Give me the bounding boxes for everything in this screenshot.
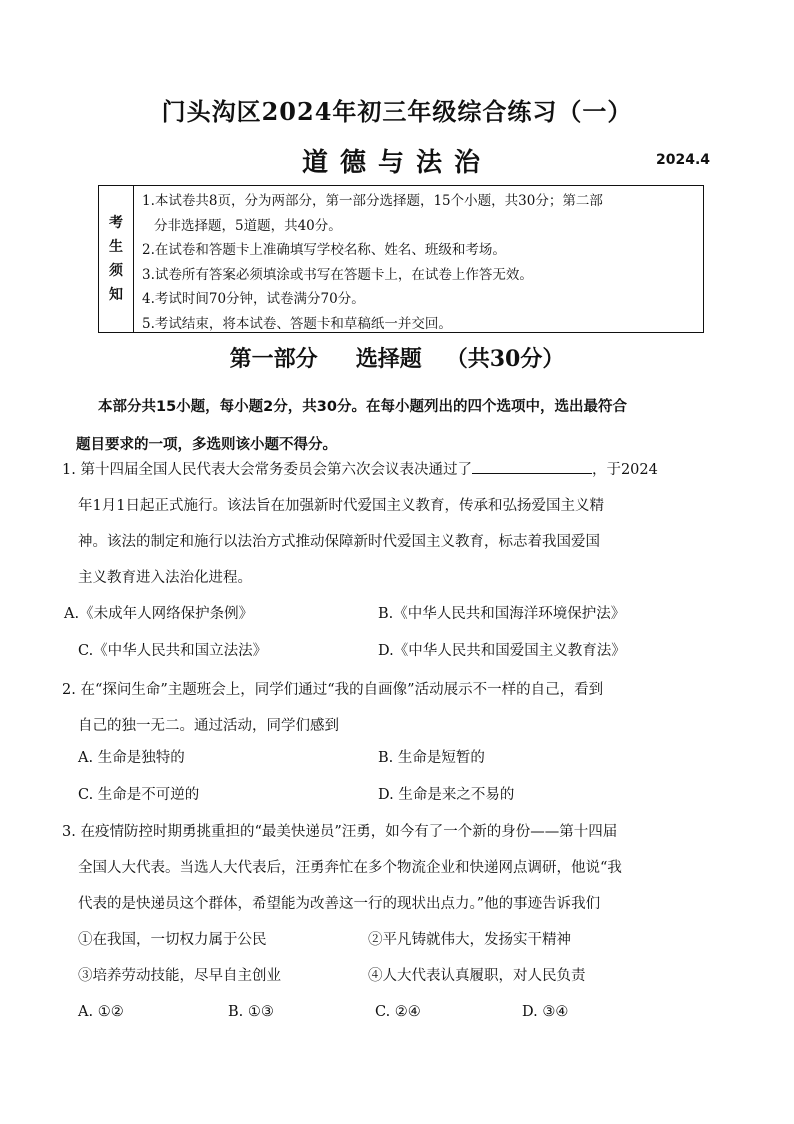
statement-4: ④人大代表认真履职，对人民负责 bbox=[368, 968, 586, 984]
exam-date: 2024.4 bbox=[656, 152, 711, 168]
question-line: 全国人大代表。当选人大代表后，汪勇奔忙在多个物流企业和快递网点调研，他说“我 bbox=[78, 860, 622, 876]
exam-title: 门头沟区2024年初三年级综合练习（一） bbox=[161, 97, 633, 126]
question-2 bbox=[62, 672, 720, 744]
option-c: C. 生命是不可逆的 bbox=[78, 787, 200, 803]
statement-1: ①在我国，一切权力属于公民 bbox=[78, 932, 267, 948]
notice-item: 5.考试结束，将本试卷、答题卡和草稿纸一并交回。 bbox=[142, 315, 452, 332]
question-line: 自己的独一无二。通过活动，同学们感到 bbox=[78, 718, 339, 734]
question-line: 神。该法的制定和施行以法治方式推动保障新时代爱国主义教育，标志着我国爱国 bbox=[78, 534, 600, 550]
notice-label-char: 知 bbox=[109, 287, 123, 303]
option-a: A. 生命是独特的 bbox=[78, 750, 185, 766]
option-a: A. ①② bbox=[78, 1004, 124, 1020]
question-stem: 1. 第十四届全国人民代表大会常务委员会第六次会议表决通过了 bbox=[62, 462, 472, 478]
notice-label-char: 须 bbox=[109, 263, 123, 279]
option-b: B. ①③ bbox=[228, 1004, 274, 1020]
option-b: B. 生命是短暂的 bbox=[378, 750, 485, 766]
question-line: 2. 在“探问生命”主题班会上，同学们通过“我的自画像”活动展示不一样的自己，看到 bbox=[62, 682, 604, 698]
question-3 bbox=[62, 814, 720, 922]
option-b: B.《中华人民共和国海洋环境保护法》 bbox=[378, 606, 626, 622]
question-line: 代表的是快递员这个群体，希望能为改善这一行的现状出点力。”他的事迹告诉我们 bbox=[78, 896, 601, 912]
option-d: D. ③④ bbox=[522, 1004, 569, 1020]
option-d: D. 生命是来之不易的 bbox=[378, 787, 515, 803]
notice-label bbox=[99, 186, 134, 332]
instruction-line: 题目要求的一项，多选则该小题不得分。 bbox=[76, 437, 337, 453]
instruction-line: 本部分共15小题，每小题2分，共30分。在每小题列出的四个选项中，选出最符合 bbox=[98, 399, 627, 415]
section-score: （共30分） bbox=[445, 346, 565, 372]
question-stem: ，于2024 bbox=[591, 462, 658, 478]
answer-blank bbox=[472, 459, 592, 474]
option-c: C.《中华人民共和国立法法》 bbox=[78, 643, 268, 659]
option-d: D.《中华人民共和国爱国主义教育法》 bbox=[378, 643, 626, 659]
notice-label-char: 考 bbox=[109, 215, 123, 231]
option-c: C. ②④ bbox=[375, 1004, 421, 1020]
notice-item: 分非选择题，5道题，共40分。 bbox=[154, 217, 342, 234]
notice-label-char: 生 bbox=[109, 239, 123, 255]
notice-item: 1.本试卷共8页，分为两部分，第一部分选择题，15个小题，共30分；第二部 bbox=[142, 193, 603, 209]
subject-title: 道德与法治 bbox=[301, 148, 492, 178]
candidate-notice-box bbox=[98, 185, 704, 333]
statement-3: ③培养劳动技能，尽早自主创业 bbox=[78, 968, 281, 984]
statement-2: ②平凡铸就伟大，发扬实干精神 bbox=[368, 932, 571, 948]
notice-list bbox=[134, 186, 703, 332]
question-1 bbox=[62, 452, 720, 596]
section-part: 第一部分 bbox=[229, 346, 318, 372]
notice-item: 4.考试时间70分钟，试卷满分70分。 bbox=[142, 291, 365, 308]
section-name: 选择题 bbox=[355, 346, 422, 372]
question-line bbox=[62, 452, 720, 488]
section-heading bbox=[0, 342, 794, 373]
question-line: 年1月1日起正式施行。该法旨在加强新时代爱国主义教育，传承和弘扬爱国主义精 bbox=[78, 498, 604, 514]
question-line: 3. 在疫情防控时期勇挑重担的“最美快递员”汪勇，如今有了一个新的身份——第十四届 bbox=[62, 824, 618, 840]
notice-item: 3.试卷所有答案必须填涂或书写在答题卡上，在试卷上作答无效。 bbox=[142, 266, 533, 283]
question-line: 主义教育进入法治化进程。 bbox=[78, 570, 252, 586]
option-a: A.《未成年人网络保护条例》 bbox=[64, 606, 254, 622]
notice-item: 2.在试卷和答题卡上准确填写学校名称、姓名、班级和考场。 bbox=[142, 242, 506, 259]
